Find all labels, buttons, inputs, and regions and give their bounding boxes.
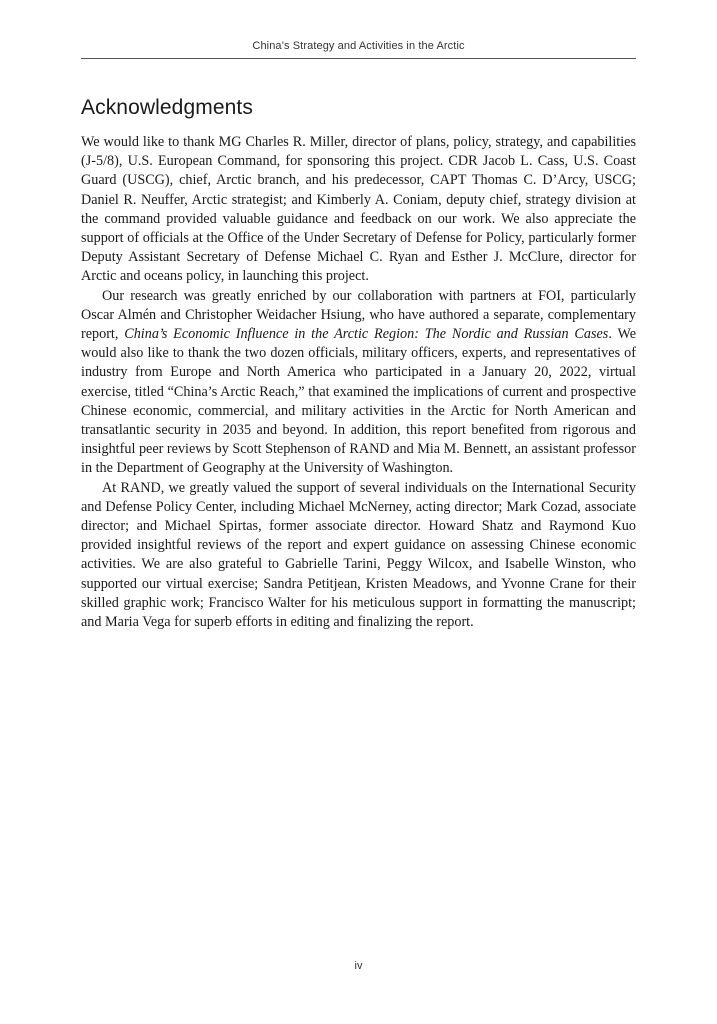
page-number: iv	[354, 960, 363, 972]
paragraph-sponsors: We would like to thank MG Charles R. Miller, director of plans, policy, strategy, and capabilities (J-5/8), U.S. European Command, for sponsoring this project. CDR Jacob L. Cass, U.S. Coast Guard (USCG), chief, Arctic branch, and his predecessor, CAPT Thomas C. D’Arcy, USCG; Daniel R. Neuffer, Arctic strategist; and Kimberly A. Coniam, deputy chief, strategy division at the command provided valuable guidance and feedback on our work. We also appreciate the support of officials at the Office of the Under Secretary of Defense for Policy, particularly former Deputy Assistant Secretary of Defense Michael C. Ryan and Esther J. McClure, director for Arctic and oceans policy, in launching this project.	[81, 134, 636, 285]
paragraph-rand-staff: At RAND, we greatly valued the support of several individuals on the International Security and Defense Policy Center, including Michael McNerney, acting director; Mark Cozad, associate director; and Michael Spirtas, former associate director. Howard Shatz and Raymond Kuo provided insightful reviews of the report and expert guidance on assessing Chinese economic activities. We are also grateful to Gabrielle Tarini, Peggy Wilcox, and Isabelle Winston, who supported our virtual exercise; Sandra Petitjean, Kristen Meadows, and Yvonne Crane for their skilled graphic work; Francisco Walter for his meticulous support in formatting the manuscript; and Maria Vega for superb efforts in editing and finalizing the report.	[81, 479, 636, 631]
report-title: China’s Economic Influence in the Arctic Region: The Nordic and Russian Cases	[124, 326, 609, 343]
running-header: China’s Strategy and Activities in the Arctic	[252, 40, 465, 52]
paragraph-partners-text-before: Our research was greatly enriched by our collaboration with partners at FOI, particularly Oscar Almén and Christopher Weidacher Hsiung, who have authored a separate, complementary report,	[81, 287, 636, 343]
body-text	[81, 133, 636, 632]
section-title: Acknowledgments	[81, 96, 253, 119]
header-rule	[81, 58, 636, 59]
paragraph-partners-text-after: . We would also like to thank the two dozen officials, military officers, experts, and representatives of industry from Europe and North America who participated in a January 20, 2022, virtual exercise, titled “China’s Arctic Reach,” that examined the implications of current and prospective Chinese economic, commercial, and military activities in the Arctic for North American and transatlantic security in 2035 and beyond. In addition, this report benefited from rigorous and insightful peer reviews by Scott Stephenson of RAND and Mia M. Bennett, an assistant professor in the Department of Geography at the University of Washington.	[81, 326, 636, 477]
paragraph-partners	[81, 287, 636, 479]
